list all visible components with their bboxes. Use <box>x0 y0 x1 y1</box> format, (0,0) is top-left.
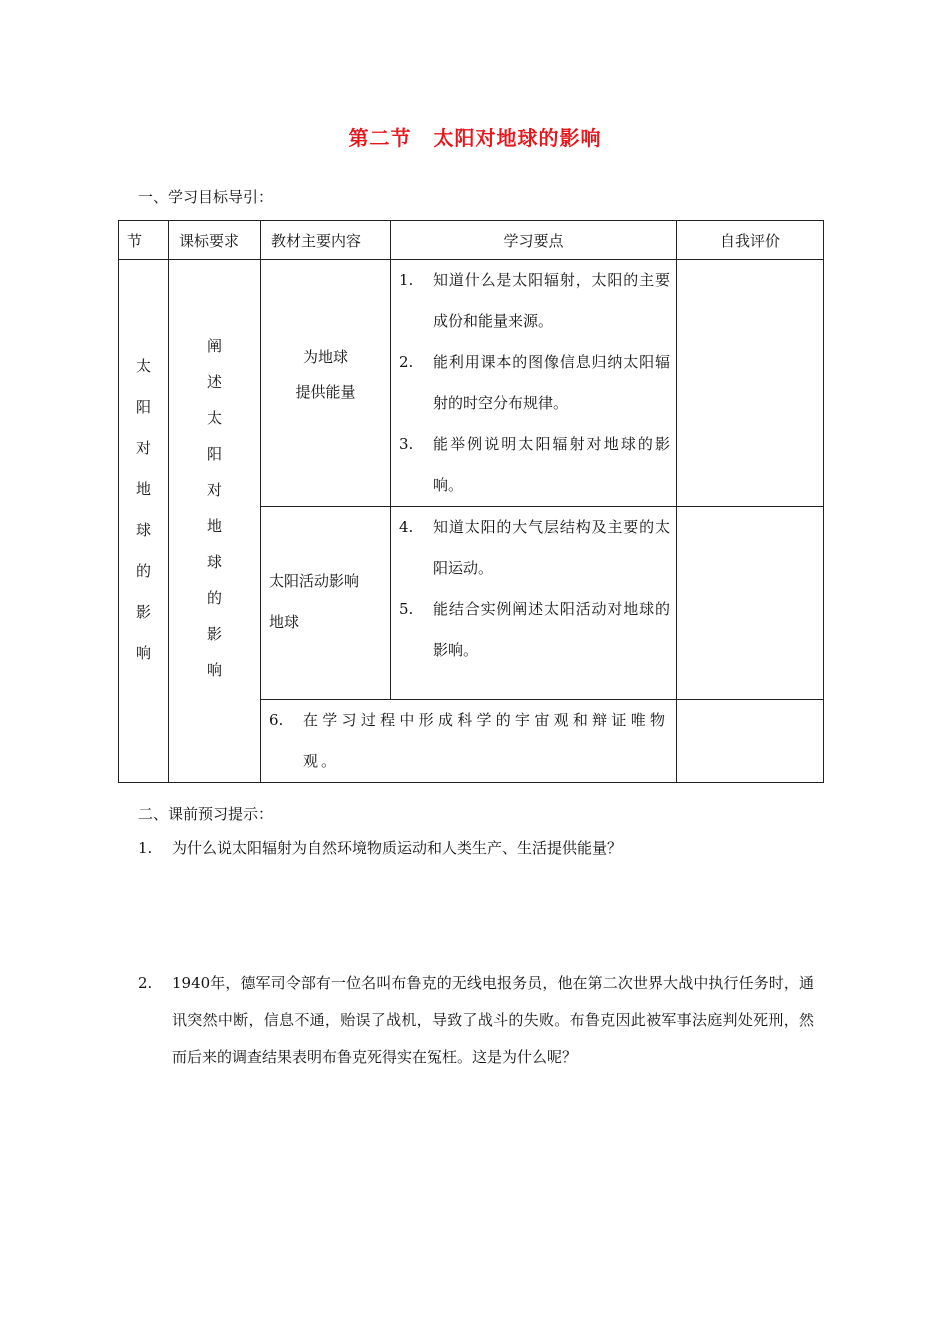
content-cell-solar-activity: 太阳活动影响 地球 <box>261 507 391 700</box>
title-topic: 太阳对地球的影响 <box>433 126 602 150</box>
key-points-cell-2 <box>391 507 677 700</box>
question-2: 2. 1940年，德军司令部有一位名叫布鲁克的无线电报务员，他在第二次世界大战中执行任务时，通讯突然中断，信息不通，贻误了战机，导致了战斗的失败。布鲁克因此被军事法庭判处死刑，然而后来的调查结果表明布鲁克死得实在冤枉。这是为什么呢？ <box>138 974 814 1066</box>
requirement-vertical-text: 阐 述 太 阳 对 地 球 的 影 响 <box>206 337 222 679</box>
self-evaluation-cell-3[interactable] <box>677 700 824 783</box>
header-requirement: 课标要求 <box>169 221 261 260</box>
learning-goals-table <box>118 220 824 783</box>
section-heading-goals: 一、学习目标导引： <box>138 188 274 206</box>
list-item: 6. 在学习过程中形成科学的宇宙观和辩证唯物观。 <box>269 711 668 770</box>
section-heading-preview: 二、课前预习提示： <box>138 805 274 823</box>
list-item: 1. 知道什么是太阳辐射，太阳的主要成份和能量来源。 <box>399 271 670 330</box>
self-evaluation-cell-1[interactable] <box>677 260 824 507</box>
section-vertical-text: 太 阳 对 地 球 的 影 响 <box>135 357 151 662</box>
list-item: 3. 能举例说明太阳辐射对地球的影响。 <box>399 435 670 494</box>
title-section-number: 第二节 <box>348 126 412 150</box>
header-section: 节 <box>119 221 169 260</box>
list-item: 5. 能结合实例阐述太阳活动对地球的影响。 <box>399 600 670 659</box>
table-header-row <box>119 221 824 260</box>
list-item: 4. 知道太阳的大气层结构及主要的太阳运动。 <box>399 518 670 577</box>
list-item: 2. 能利用课本的图像信息归纳太阳辐射的时空分布规律。 <box>399 353 670 412</box>
table-row <box>119 260 824 507</box>
question-1: 1. 为什么说太阳辐射为自然环境物质运动和人类生产、生活提供能量？ <box>138 839 623 857</box>
header-content: 教材主要内容 <box>261 221 391 260</box>
page-title <box>0 122 950 151</box>
header-key-points: 学习要点 <box>391 221 677 260</box>
key-points-cell-3 <box>261 700 677 783</box>
self-evaluation-cell-2[interactable] <box>677 507 824 700</box>
requirement-cell <box>169 260 261 783</box>
content-cell-energy: 为地球 提供能量 <box>261 260 391 507</box>
key-points-cell-1 <box>391 260 677 507</box>
header-self-evaluation: 自我评价 <box>677 221 824 260</box>
section-cell <box>119 260 169 783</box>
